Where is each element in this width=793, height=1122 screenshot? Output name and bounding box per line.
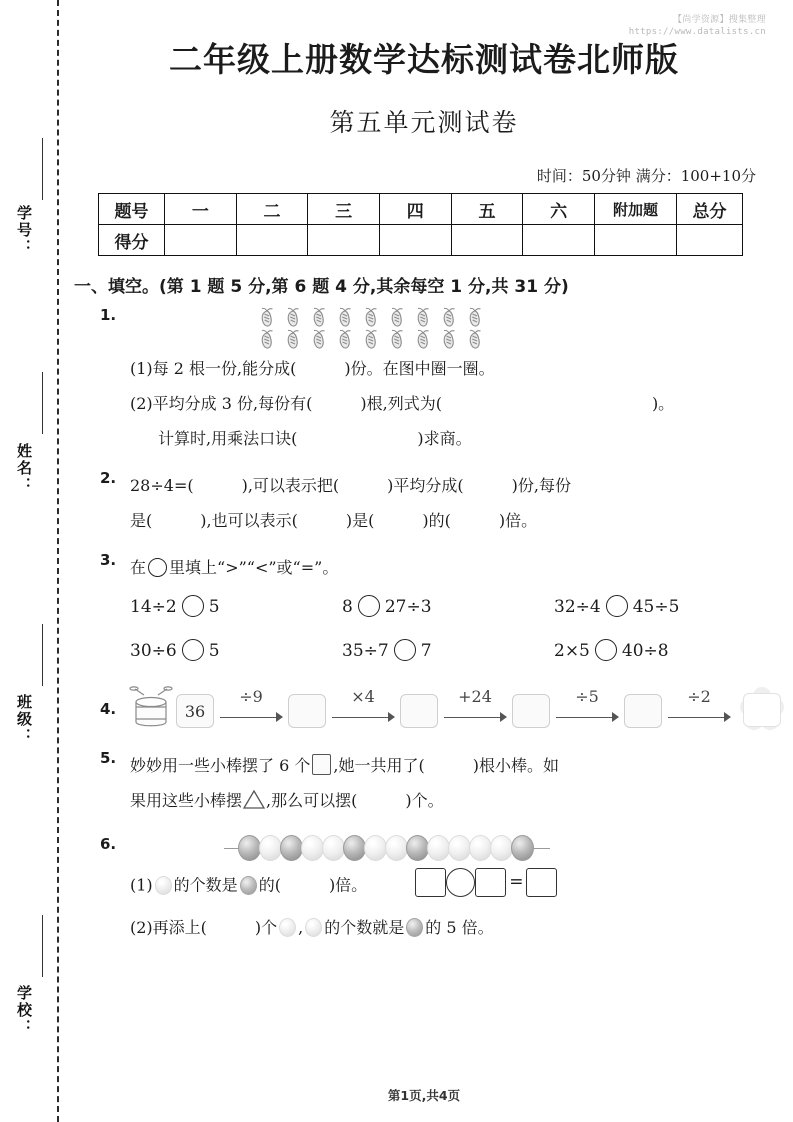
score-input-total[interactable] — [677, 225, 743, 256]
score-table-row-label-number: 题号 — [99, 194, 165, 225]
q6-sub1-text-d: )倍。 — [328, 875, 368, 895]
question-3-prompt — [74, 551, 774, 585]
arrow-head-icon — [276, 712, 283, 722]
margin-rule-4 — [42, 915, 43, 977]
corn-icon — [280, 329, 306, 351]
cmp-right: 27÷3 — [384, 597, 432, 617]
bead-light — [427, 835, 450, 861]
q2-text-7: )是( — [345, 511, 375, 530]
q6-sub2-text-a: (2)再添上( — [130, 917, 207, 937]
q5-text-2: ,她一共用了( — [333, 756, 425, 775]
question-4-flowchart — [74, 686, 774, 736]
q1-sub2-text-b: )根,列式为( — [360, 394, 442, 413]
corn-icon — [254, 329, 280, 351]
corn-icon — [332, 307, 358, 329]
bead-light — [301, 835, 324, 861]
bead-light-inline-icon — [279, 918, 296, 937]
score-col-6: 六 — [523, 194, 595, 225]
exam-page — [74, 0, 774, 1122]
q5-text-4: 果用这些小棒摆 — [130, 791, 243, 810]
flower-icon — [736, 687, 788, 735]
question-3-number: 3. — [100, 551, 117, 569]
score-col-4: 四 — [379, 194, 451, 225]
watermark — [629, 14, 766, 38]
corn-icon — [436, 307, 462, 329]
score-input-2[interactable] — [236, 225, 308, 256]
score-col-3: 三 — [308, 194, 380, 225]
q1-sub3-text-b: )求商。 — [417, 429, 472, 448]
arrow-line-icon — [556, 717, 616, 718]
comparison-circle-blank[interactable] — [394, 639, 416, 661]
flow-arrow-2 — [326, 687, 400, 731]
question-2-number: 2. — [100, 469, 117, 487]
q1-sub1-text-a: (1)每 2 根一份,能分成( — [130, 359, 297, 378]
q3-prompt-a: 在 — [130, 558, 147, 577]
margin-label-student-id: 学号： — [15, 205, 33, 256]
q5-text-3: )根小棒。如 — [472, 756, 559, 775]
question-5-number: 5. — [100, 749, 117, 767]
arrow-line-icon — [668, 717, 728, 718]
table-row-header — [99, 194, 743, 225]
cmp-right: 5 — [208, 597, 220, 617]
q6-sub1-label: (1) — [130, 875, 153, 895]
q2-text-1: 28÷4=( — [130, 476, 194, 495]
question-1 — [74, 306, 774, 456]
cmp-right: 7 — [420, 641, 432, 661]
comparison-item — [342, 585, 554, 629]
question-5 — [74, 749, 774, 822]
flow-answer-box-5[interactable] — [743, 693, 781, 727]
question-3 — [74, 551, 774, 673]
comparison-circle-blank[interactable] — [595, 639, 617, 661]
score-col-5: 五 — [451, 194, 523, 225]
question-2 — [74, 469, 774, 538]
comparison-item — [130, 585, 342, 629]
bead-light — [259, 835, 282, 861]
corn-icon — [358, 329, 384, 351]
bead-light — [448, 835, 471, 861]
table-row-scores — [99, 225, 743, 256]
flow-op-5: ÷2 — [687, 687, 711, 706]
comparison-circle-blank[interactable] — [606, 595, 628, 617]
question-2-body — [74, 469, 774, 503]
bead-dark — [511, 835, 534, 861]
corn-icon — [462, 307, 488, 329]
score-input-4[interactable] — [379, 225, 451, 256]
cmp-left: 35÷7 — [342, 641, 389, 661]
question-5-body — [74, 749, 774, 783]
corn-icon — [462, 329, 488, 351]
corn-icon — [280, 307, 306, 329]
q2-text-5: 是( — [130, 511, 153, 530]
triangle-shape-icon — [242, 787, 266, 822]
equals-sign: = — [509, 872, 524, 892]
question-2-body-line2 — [74, 503, 774, 538]
page-title: 二年级上册数学达标测试卷北师版 — [169, 40, 679, 79]
corn-icon-grid — [74, 306, 774, 351]
corn-icon — [332, 329, 358, 351]
margin-rule-3 — [42, 624, 43, 686]
bead-light — [490, 835, 513, 861]
flow-arrow-1 — [214, 687, 288, 731]
score-col-extra: 附加题 — [595, 194, 677, 225]
q3-prompt-b: 里填上“>”“<”或“=”。 — [169, 558, 339, 577]
q5-text-6: )个。 — [405, 791, 444, 810]
q5-text-1: 妙妙用一些小棒摆了 6 个 — [130, 756, 311, 775]
cmp-right: 40÷8 — [621, 641, 669, 661]
equation-box-2[interactable] — [475, 868, 506, 897]
flow-answer-box-4[interactable] — [624, 694, 662, 728]
bead-light — [322, 835, 345, 861]
bead-dark — [406, 835, 429, 861]
page-subtitle: 第五单元测试卷 — [329, 108, 519, 137]
equation-box-result[interactable] — [526, 868, 557, 897]
question-1-sub-1 — [74, 351, 774, 386]
page-footer: 第1页,共4页 — [387, 1088, 461, 1103]
q2-text-2: ),可以表示把( — [241, 476, 340, 495]
cmp-right: 45÷5 — [632, 597, 680, 617]
square-shape-icon — [312, 754, 331, 775]
cmp-right: 5 — [208, 641, 220, 661]
cmp-left: 14÷2 — [130, 597, 177, 617]
bead-light-inline-icon — [305, 918, 322, 937]
score-input-6[interactable] — [523, 225, 595, 256]
cmp-left: 32÷4 — [554, 597, 601, 617]
corn-icon — [306, 329, 332, 351]
score-input-3[interactable] — [308, 225, 380, 256]
equation-operator-circle[interactable] — [446, 868, 475, 897]
q1-sub3-text-a: 计算时,用乘法口诀( — [158, 429, 298, 448]
q6-sub1-text-b: 的个数是 — [173, 875, 238, 895]
score-input-extra[interactable] — [595, 225, 677, 256]
q6-sub2-text-d: 的个数就是 — [324, 917, 405, 937]
comparison-circle-blank[interactable] — [182, 639, 204, 661]
margin-label-name: 姓名： — [15, 443, 33, 494]
margin-label-school: 学校： — [15, 985, 33, 1036]
q2-text-8: )的( — [422, 511, 451, 530]
q6-sub1-text-c: 的( — [258, 875, 281, 895]
score-input-1[interactable] — [165, 225, 237, 256]
arrow-head-icon — [388, 712, 395, 722]
question-1-sub-2 — [74, 386, 774, 421]
q5-text-5: ,那么可以摆( — [266, 791, 358, 810]
question-4-number: 4. — [100, 700, 117, 718]
flow-arrow-3 — [438, 687, 512, 731]
comparison-circle-blank[interactable] — [182, 595, 204, 617]
margin-rule-1 — [42, 138, 43, 200]
bead-light — [469, 835, 492, 861]
exam-meta-info: 时间：50分钟 满分：100+10分 — [536, 167, 756, 185]
margin-label-class: 班级： — [15, 694, 33, 745]
question-3-row-1 — [74, 585, 774, 629]
bead-dark — [280, 835, 303, 861]
q2-text-3: )平均分成( — [387, 476, 464, 495]
flow-op-1: ÷9 — [239, 687, 263, 706]
corn-icon-row — [254, 329, 774, 352]
question-5-body-line2 — [74, 783, 774, 822]
score-table-row-label-score: 得分 — [99, 225, 165, 256]
corn-icon — [254, 307, 280, 329]
fold-dashed-line — [57, 0, 59, 1122]
arrow-line-icon — [444, 717, 504, 718]
question-3-row-2 — [74, 629, 774, 673]
score-col-1: 一 — [165, 194, 237, 225]
cmp-left: 30÷6 — [130, 641, 177, 661]
flow-op-4: ÷5 — [575, 687, 599, 706]
question-1-sub-3 — [74, 421, 774, 456]
bead-dark-inline-icon — [240, 876, 257, 895]
watermark-url: https://www.datalists.cn — [628, 27, 766, 37]
arrow-head-icon — [724, 712, 731, 722]
bead-dark — [238, 835, 261, 861]
comparison-item — [342, 629, 554, 673]
corn-icon — [436, 329, 462, 351]
cmp-left: 2×5 — [554, 641, 590, 661]
bead-rod-icon — [534, 848, 550, 849]
corn-icon — [358, 307, 384, 329]
margin-rule-2 — [42, 372, 43, 434]
question-6 — [74, 835, 774, 949]
q2-text-9: )倍。 — [498, 511, 538, 530]
watermark-source: 【尚学资源】搜集整理 — [672, 15, 766, 25]
score-table — [98, 193, 743, 256]
comparison-item — [554, 629, 766, 673]
comparison-item — [554, 585, 766, 629]
score-input-5[interactable] — [451, 225, 523, 256]
corn-icon-row — [254, 306, 774, 329]
cmp-left: 8 — [342, 597, 353, 617]
score-col-total: 总分 — [677, 194, 743, 225]
equation-boxes — [415, 861, 557, 903]
corn-icon — [384, 329, 410, 351]
flow-answer-box-2[interactable] — [400, 694, 438, 728]
bead-light-inline-icon — [155, 876, 172, 895]
flow-answer-box-3[interactable] — [512, 694, 550, 728]
equation-box-1[interactable] — [415, 868, 446, 897]
question-6-sub-2 — [74, 907, 774, 949]
question-6-number: 6. — [100, 835, 117, 853]
circle-blank-icon — [148, 558, 167, 577]
bead-string — [74, 835, 774, 861]
arrow-head-icon — [612, 712, 619, 722]
arrow-line-icon — [332, 717, 392, 718]
flow-op-3: +24 — [458, 687, 492, 706]
bead-dark-inline-icon — [406, 918, 423, 937]
comparison-item — [130, 629, 342, 673]
corn-icon — [384, 307, 410, 329]
q6-sub2-text-e: 的 5 倍。 — [425, 917, 494, 937]
drum-icon — [122, 686, 180, 736]
flow-answer-box-1[interactable] — [288, 694, 326, 728]
q1-sub2-text-c: )。 — [651, 394, 675, 413]
q2-text-4: )份,每份 — [511, 476, 572, 495]
q6-sub2-text-b: )个 — [254, 917, 278, 937]
q1-sub1-text-b: )份。在图中圈一圈。 — [344, 359, 495, 378]
margin-label-column — [0, 0, 57, 1122]
bead-light — [385, 835, 408, 861]
flow-arrow-5 — [662, 687, 736, 731]
arrow-head-icon — [500, 712, 507, 722]
question-4 — [74, 686, 774, 736]
corn-icon — [410, 307, 436, 329]
flow-arrow-4 — [550, 687, 624, 731]
score-col-2: 二 — [236, 194, 308, 225]
question-6-sub-1 — [74, 861, 774, 907]
bead-dark — [343, 835, 366, 861]
corn-icon — [306, 307, 332, 329]
comparison-circle-blank[interactable] — [358, 595, 380, 617]
flow-op-2: ×4 — [351, 687, 375, 706]
question-1-number: 1. — [100, 306, 117, 324]
flow-start-value: 36 — [176, 694, 214, 728]
q2-text-6: ),也可以表示( — [200, 511, 298, 530]
corn-icon — [410, 329, 436, 351]
bead-light — [364, 835, 387, 861]
arrow-line-icon — [220, 717, 280, 718]
section-heading-fill-in-blank: 一、填空。(第 1 题 5 分,第 6 题 4 分,其余每空 1 分,共 31 分) — [74, 277, 569, 297]
q1-sub2-text-a: (2)平均分成 3 份,每份有( — [130, 394, 313, 413]
q6-sub2-text-c: , — [298, 917, 304, 937]
